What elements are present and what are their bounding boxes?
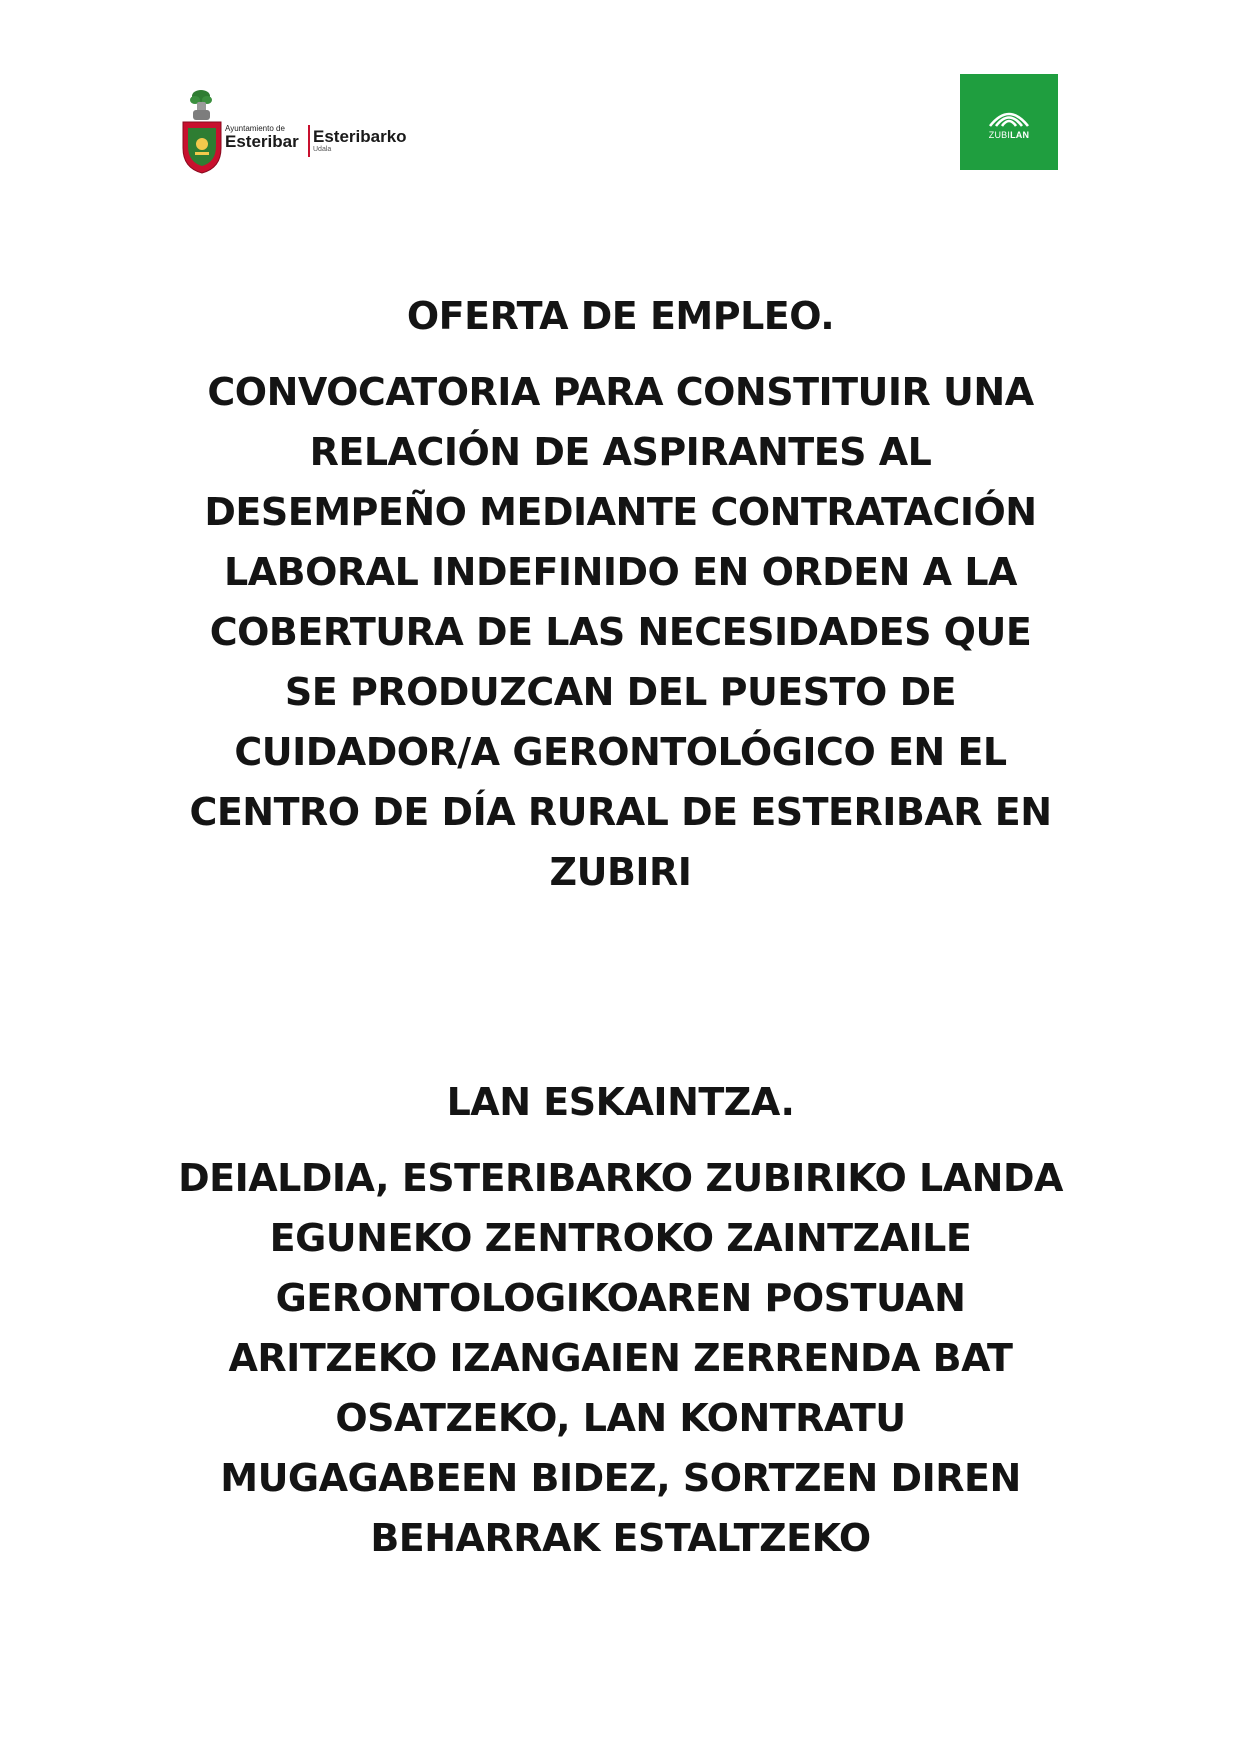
logo-udala-label: Udala bbox=[313, 146, 332, 153]
spanish-line: ZUBIRI bbox=[549, 850, 692, 894]
esteribar-logo bbox=[181, 88, 421, 174]
spanish-line: CUIDADOR/A GERONTOLÓGICO EN EL bbox=[234, 730, 1007, 774]
spanish-heading: OFERTA DE EMPLEO. bbox=[406, 294, 835, 338]
logo-left-text bbox=[225, 124, 305, 151]
logo-basque-label: Esteribarko bbox=[313, 127, 407, 146]
spanish-line: RELACIÓN DE ASPIRANTES AL bbox=[309, 430, 932, 474]
zubilan-wordmark bbox=[960, 130, 1058, 140]
spanish-line: CONVOCATORIA PARA CONSTITUIR UNA bbox=[207, 370, 1034, 414]
basque-heading: LAN ESKAINTZA. bbox=[446, 1080, 795, 1124]
zubilan-text-bold: LAN bbox=[1010, 130, 1030, 140]
logo-main-label: Esteribar bbox=[225, 132, 299, 151]
spanish-heading-block bbox=[0, 286, 1241, 346]
basque-line: MUGAGABEEN BIDEZ, SORTZEN DIREN bbox=[220, 1456, 1021, 1500]
basque-body-block bbox=[0, 1148, 1241, 1568]
basque-line: GERONTOLOGIKOAREN POSTUAN bbox=[275, 1276, 966, 1320]
logo-right-text bbox=[313, 128, 423, 154]
basque-line: DEIALDIA, ESTERIBARKO ZUBIRIKO LANDA bbox=[178, 1156, 1063, 1200]
basque-line: BEHARRAK ESTALTZEKO bbox=[370, 1516, 871, 1560]
logo-divider bbox=[308, 125, 310, 157]
spanish-line: SE PRODUZCAN DEL PUESTO DE bbox=[284, 670, 957, 714]
spanish-line: DESEMPEÑO MEDIANTE CONTRATACIÓN bbox=[204, 490, 1037, 534]
spanish-line: LABORAL INDEFINIDO EN ORDEN A LA bbox=[224, 550, 1017, 594]
logo-small-label: Ayuntamiento de bbox=[225, 124, 285, 133]
spanish-line: CENTRO DE DÍA RURAL DE ESTERIBAR EN bbox=[189, 790, 1052, 834]
basque-line: ARITZEKO IZANGAIEN ZERRENDA BAT bbox=[228, 1336, 1013, 1380]
zubilan-text-light: ZUBI bbox=[988, 130, 1011, 140]
spanish-body-block bbox=[0, 362, 1241, 902]
bridge-arcs-icon bbox=[986, 106, 1032, 128]
zubilan-logo bbox=[960, 74, 1058, 170]
spanish-line: COBERTURA DE LAS NECESIDADES QUE bbox=[209, 610, 1032, 654]
coat-of-arms-icon bbox=[181, 88, 223, 174]
basque-line: OSATZEKO, LAN KONTRATU bbox=[335, 1396, 906, 1440]
basque-line: EGUNEKO ZENTROKO ZAINTZAILE bbox=[269, 1216, 972, 1260]
basque-heading-block bbox=[0, 1072, 1241, 1132]
